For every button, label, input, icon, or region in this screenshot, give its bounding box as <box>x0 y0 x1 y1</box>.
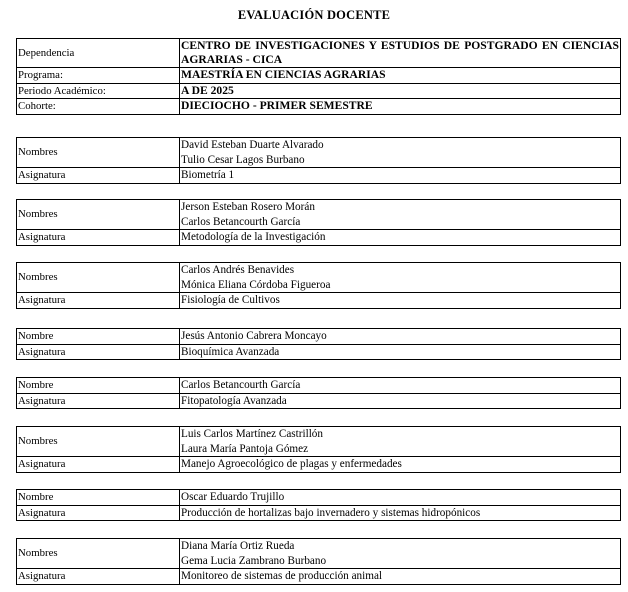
program-info-table <box>16 38 621 115</box>
dependencia-value: CENTRO DE INVESTIGACIONES Y ESTUDIOS DE POSTGRADO EN CIENCIAS AGRARIAS - CICA <box>181 39 619 66</box>
teacher-names <box>180 539 621 569</box>
teacher-names <box>180 329 621 345</box>
teacher-names <box>180 200 621 230</box>
subject-label: Asignatura <box>17 293 180 309</box>
teacher-name: Carlos Betancourth García <box>181 215 301 228</box>
subject-label: Asignatura <box>17 344 180 360</box>
subject-value: Monitoreo de sistemas de producción animal <box>180 569 621 585</box>
cohorte-label: Cohorte: <box>17 99 180 115</box>
course-table-1 <box>16 137 621 184</box>
subject-row <box>17 457 621 473</box>
teacher-row <box>17 539 621 569</box>
subject-value: Manejo Agroecológico de plagas y enfermedades <box>180 457 621 473</box>
course-table-5 <box>16 377 621 409</box>
subject-label: Asignatura <box>17 569 180 585</box>
teacher-names <box>180 427 621 457</box>
programa-label: Programa: <box>17 68 180 84</box>
subject-value: Metodología de la Investigación <box>180 230 621 246</box>
teacher-name: Luis Carlos Martínez Castrillón <box>181 428 323 440</box>
subject-value: Bioquímica Avanzada <box>180 344 621 360</box>
name-label: Nombres <box>17 200 180 230</box>
teacher-name: Jerson Esteban Rosero Morán <box>181 201 315 213</box>
subject-row <box>17 293 621 309</box>
teacher-names <box>180 378 621 394</box>
teacher-row <box>17 329 621 345</box>
teacher-name: Oscar Eduardo Trujillo <box>181 491 285 503</box>
teacher-name: Laura María Pantoja Gómez <box>181 442 309 455</box>
teacher-row <box>17 490 621 506</box>
teacher-names <box>180 138 621 168</box>
name-label: Nombres <box>17 263 180 293</box>
subject-row <box>17 393 621 409</box>
dependencia-label: Dependencia <box>17 39 180 68</box>
subject-row <box>17 505 621 521</box>
subject-label: Asignatura <box>17 393 180 409</box>
periodo-value: A DE 2025 <box>180 83 621 99</box>
teacher-row <box>17 263 621 293</box>
programa-value: MAESTRÍA EN CIENCIAS AGRARIAS <box>180 68 621 84</box>
subject-value: Fisiología de Cultivos <box>180 293 621 309</box>
teacher-name: Tulio Cesar Lagos Burbano <box>181 153 305 166</box>
teacher-name: Diana María Ortiz Rueda <box>181 540 295 552</box>
subject-value: Producción de hortalizas bajo invernadero y sistemas hidropónicos <box>180 505 621 521</box>
periodo-row <box>17 83 621 99</box>
course-table-3 <box>16 262 621 309</box>
cohorte-row <box>17 99 621 115</box>
subject-value: Biometría 1 <box>180 168 621 184</box>
course-table-7 <box>16 489 621 521</box>
subject-label: Asignatura <box>17 168 180 184</box>
periodo-label: Periodo Académico: <box>17 83 180 99</box>
course-table-2 <box>16 199 621 246</box>
dependencia-row <box>17 39 621 68</box>
subject-label: Asignatura <box>17 230 180 246</box>
subject-row <box>17 569 621 585</box>
subject-label: Asignatura <box>17 505 180 521</box>
teacher-names <box>180 263 621 293</box>
name-label: Nombre <box>17 329 180 345</box>
teacher-names <box>180 490 621 506</box>
subject-row <box>17 344 621 360</box>
subject-row <box>17 230 621 246</box>
programa-row <box>17 68 621 84</box>
teacher-row <box>17 427 621 457</box>
name-label: Nombre <box>17 378 180 394</box>
name-label: Nombre <box>17 490 180 506</box>
document-title: EVALUACIÓN DOCENTE <box>237 8 391 22</box>
course-table-8 <box>16 538 621 585</box>
name-label: Nombres <box>17 427 180 457</box>
subject-label: Asignatura <box>17 457 180 473</box>
name-label: Nombres <box>17 539 180 569</box>
course-table-6 <box>16 426 621 473</box>
subject-row <box>17 168 621 184</box>
teacher-row <box>17 378 621 394</box>
name-label: Nombres <box>17 138 180 168</box>
teacher-name: Mónica Eliana Córdoba Figueroa <box>181 278 331 291</box>
teacher-name: Jesús Antonio Cabrera Moncayo <box>181 330 327 342</box>
cohorte-value: DIECIOCHO - PRIMER SEMESTRE <box>180 99 621 115</box>
teacher-name: Carlos Betancourth García <box>181 379 301 391</box>
teacher-name: Carlos Andrés Benavides <box>181 264 295 276</box>
teacher-name: Gema Lucia Zambrano Burbano <box>181 554 327 567</box>
teacher-name: David Esteban Duarte Alvarado <box>181 139 324 151</box>
course-table-4 <box>16 328 621 360</box>
teacher-row <box>17 138 621 168</box>
subject-value: Fitopatología Avanzada <box>180 393 621 409</box>
teacher-row <box>17 200 621 230</box>
